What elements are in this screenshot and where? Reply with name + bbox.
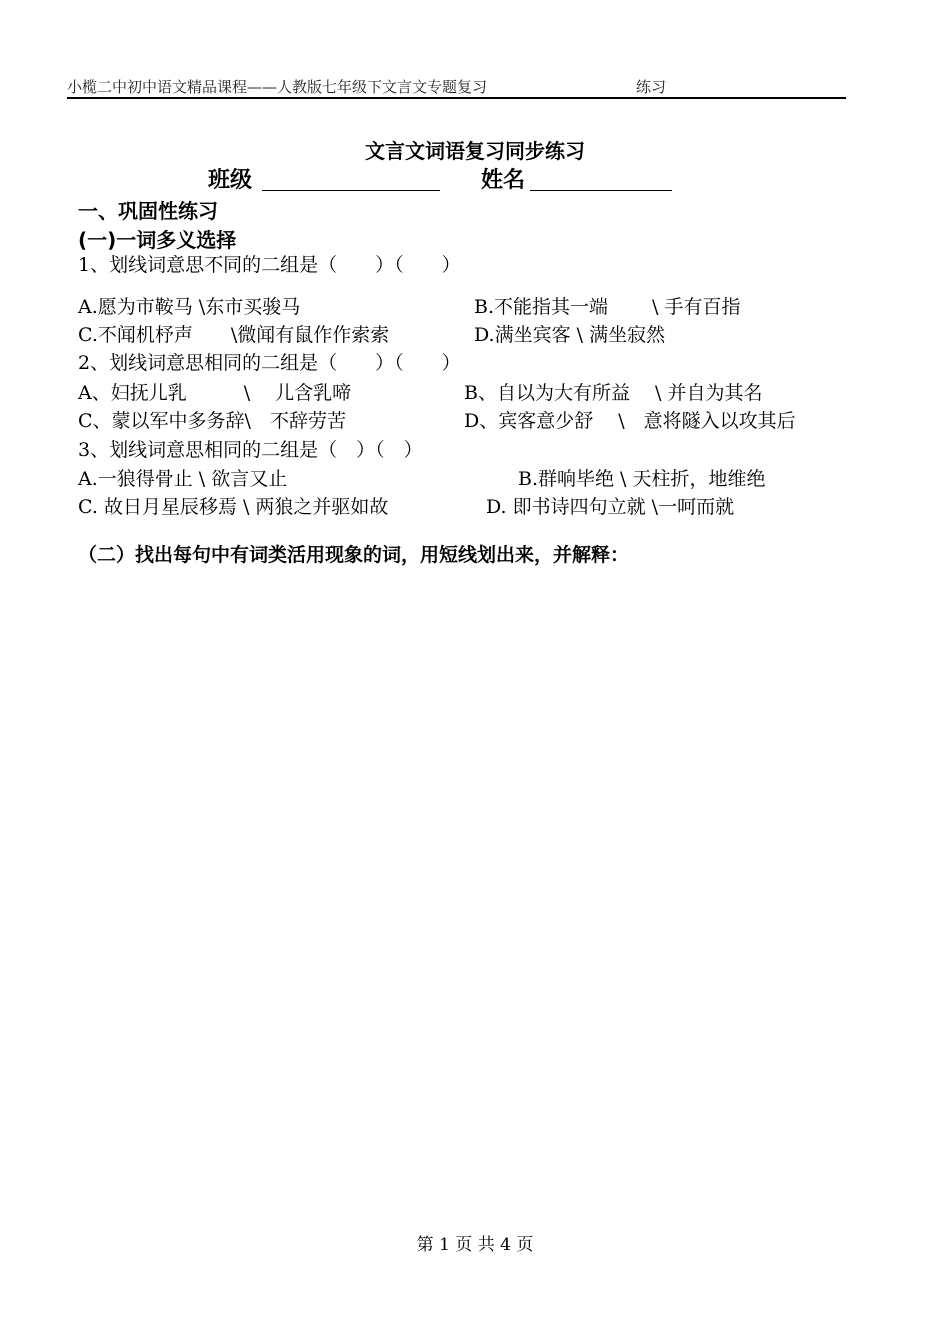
name-label: 姓名	[481, 168, 526, 193]
class-blank[interactable]	[262, 190, 440, 191]
q1-stem: 1、划线词意思不同的二组是（ ）（ ）	[78, 254, 461, 276]
q3-option-d: D. 即书诗四句立就 \一呵而就	[486, 496, 735, 518]
q2-option-b: B、自以为大有所益 \ 并自为其名	[464, 382, 763, 404]
q3-stem: 3、划线词意思相同的二组是（ ）（ ）	[78, 439, 423, 461]
q2-stem: 2、划线词意思相同的二组是（ ）（ ）	[78, 352, 461, 374]
header-divider	[67, 97, 846, 99]
header-course: 小榄二中初中语文精品课程——人教版七年级下文言文专题复习	[67, 78, 488, 96]
part1-heading: (一)一词多义选择	[78, 228, 237, 252]
page-footer: 第 1 页 共 4 页	[416, 1235, 534, 1255]
q1-option-a: A.愿为市鞍马 \东市买骏马	[78, 296, 301, 318]
name-blank[interactable]	[530, 190, 672, 191]
q1-option-d: D.满坐宾客 \ 满坐寂然	[474, 324, 666, 346]
header-type: 练习	[636, 78, 667, 96]
q3-option-a: A.一狼得骨止 \ 欲言又止	[78, 468, 288, 490]
q1-option-c: C.不闻机杼声 \微闻有鼠作作索索	[78, 324, 390, 346]
q3-option-c: C. 故日月星辰移焉 \ 两狼之并驱如故	[78, 496, 389, 518]
q2-option-a: A、妇抚儿乳 \ 儿含乳啼	[78, 382, 352, 404]
q3-option-b: B.群响毕绝 \ 天柱折，地维绝	[518, 468, 766, 490]
class-label: 班级	[208, 168, 253, 193]
q2-option-c: C、蒙以军中多务辞\ 不辞劳苦	[78, 410, 346, 432]
q1-option-b: B.不能指其一端 \ 手有百指	[474, 296, 741, 318]
part2-heading: （二）找出每句中有词类活用现象的词，用短线划出来，并解释：	[78, 544, 630, 566]
page-title: 文言文词语复习同步练习	[365, 139, 585, 163]
q2-option-d: D、宾客意少舒 \ 意将隧入以攻其后	[464, 410, 796, 432]
section-heading: 一、巩固性练习	[78, 199, 218, 223]
